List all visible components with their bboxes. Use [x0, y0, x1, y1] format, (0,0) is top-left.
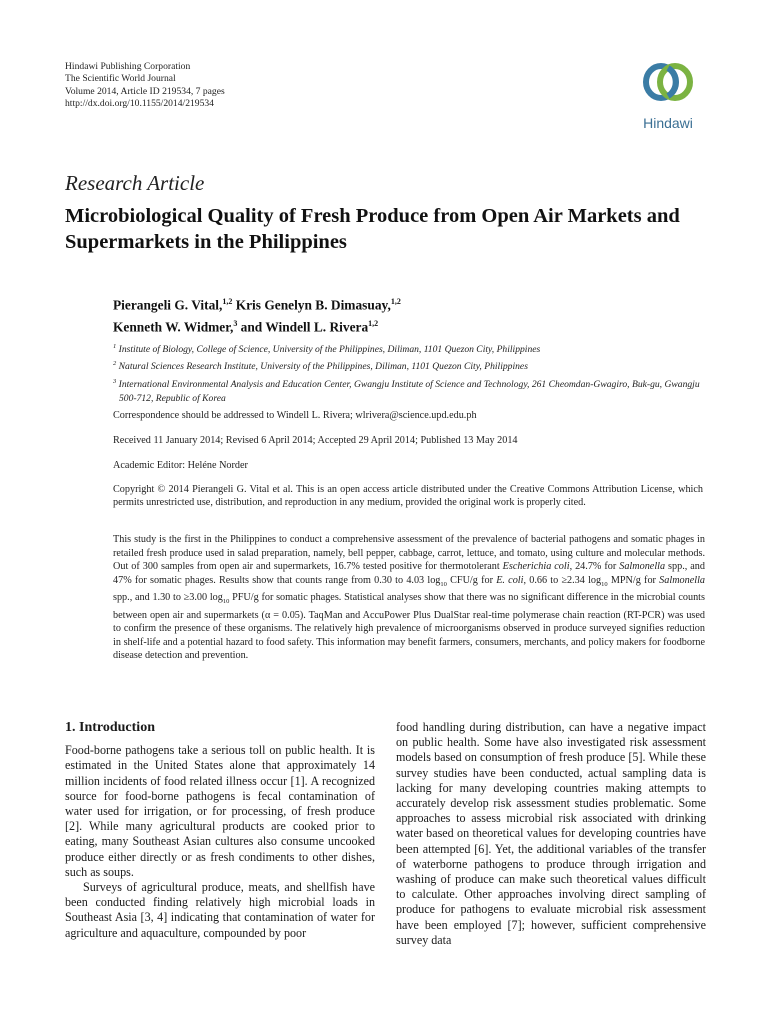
- author-line-1: [113, 292, 673, 314]
- affiliation-item: [113, 357, 713, 374]
- abstract-text: spp., and 1.30 to ≥3.00 log: [113, 592, 223, 604]
- academic-editor: Academic Editor: Heléne Norder: [113, 460, 248, 471]
- body-paragraph: food handling during distribution, can have a negative impact on public health. Some have also investigated risk assessment models based on consumption of fresh produce [5]. While these survey studies have been conducted, actual sampling data is lacking for many developing countries making attempts to accurately develop risk assessment studies problematic. Some approaches to assess microbial risk associated with drinking water based on theoretical values for developing countries have been attempted [6]. Yet, the additional variables of the transfer of waterborne pathogens to produce through irrigation and washing of produce can make such theoretical values difficult to calculate. Other approaches involving direct sampling of produce for pathogens to evaluate microbial risk assessment have been employed [7]; however, sufficient comprehensive survey data: [396, 720, 706, 947]
- body-paragraph: Surveys of agricultural produce, meats, and shellfish have been conducted finding relatively high microbial loads in Southeast Asia [3, 4] indicating that contamination of water for agriculture and aquaculture, compounded by poor: [65, 880, 375, 940]
- affiliation-item: [113, 375, 713, 407]
- abstract-text: This study is the first in the Philippines to conduct a comprehensive assessment of the prevalence of bacterial pathogens and somatic phages in retailed fresh produce used in salad preparation, namely, bell pepper, cabbage, carrot, lettuce, and tomato, using culture and molecular methods. Out of 300 samples from open air and supermarkets, 16.7% tested positive for thermotolerant: [113, 534, 705, 572]
- author-name: and Windell L. Rivera: [237, 319, 369, 335]
- body-column-right: [396, 720, 706, 948]
- author-list: [113, 292, 673, 337]
- author-affiliation-mark: 1,2: [390, 297, 401, 306]
- author-affiliation-mark: 3: [233, 319, 238, 329]
- affiliation-text: Natural Sciences Research Institute, University of the Philippines, Diliman, 1101 Quezon City, Philippines: [116, 361, 528, 373]
- abstract-italic: Salmonella: [659, 574, 706, 586]
- affiliation-number: 1: [113, 343, 117, 350]
- author-line-2: [113, 314, 673, 336]
- abstract-text: , 0.66 to ≥2.34 log: [523, 574, 602, 586]
- abstract-text: , 24.7% for: [569, 561, 620, 572]
- article-title: Microbiological Quality of Fresh Produce from Open Air Markets and Supermarkets in the Philippines: [65, 205, 680, 253]
- abstract-text: MPN/g for: [607, 574, 660, 586]
- affiliation-number: 2: [113, 360, 117, 368]
- abstract-italic: E. coli: [496, 574, 524, 586]
- author-name: Pierangeli G. Vital,: [113, 297, 223, 313]
- body-paragraph: Food-borne pathogens take a serious toll on public health. It is estimated in the United States alone that approximately 14 million incidents of food related illness occur [1]. A recognized source for food-borne pathogens is fecal contamination of water used for irrigation, or for processing, of fresh produce [2]. While many agricultural products are cooked prior to eating, many Southeast Asian cultures also consume uncooked produce either directly or as fresh condiments to other dishes, such as soups.: [65, 743, 375, 879]
- affiliation-number: 3: [113, 377, 117, 385]
- abstract-text: PFU/g for somatic phages. Statistical analyses show that there was no significant difference in the microbial counts between open air and supermarkets (α = 0.05). TaqMan and AccuPower Plus DualStar real-time polymerase chain reaction (RT-PCR) was used to confirm the presence of these organisms. The relatively high prevalence of microorganisms observed in produce surveyed signifies reduction in shelf-life and a potential hazard to food safety. This information may benefit farmers, consumers, merchants, and policy makers for foodborne disease detection and prevention.: [113, 592, 705, 662]
- publisher-name: Hindawi Publishing Corporation: [65, 61, 191, 72]
- author-affiliation-mark: 1,2: [222, 297, 233, 306]
- article-dates: Received 11 January 2014; Revised 6 April 2014; Accepted 29 April 2014; Published 13 May 2014: [113, 435, 518, 446]
- author-name: Kenneth W. Widmer,: [113, 319, 234, 335]
- section-heading: 1. Introduction: [65, 720, 155, 735]
- abstract-subscript: 10: [601, 580, 608, 588]
- correspondence: Correspondence should be addressed to Windell L. Rivera; wlrivera@science.upd.edu.ph: [113, 410, 477, 421]
- abstract-text: spp., and 47% for somatic phages. Results show that counts range from 0.30 to 4.03 log: [113, 561, 705, 586]
- abstract-text: CFU/g for: [446, 574, 497, 586]
- affiliation-text: Institute of Biology, College of Science, University of the Philippines, Diliman, 1101 Quezon City, Philippines: [116, 344, 541, 356]
- doi-link[interactable]: http://dx.doi.org/10.1155/2014/219534: [65, 97, 214, 109]
- journal-name: The Scientific World Journal: [65, 73, 176, 85]
- hindawi-logo: [628, 60, 708, 140]
- article-type: Research Article: [65, 171, 205, 195]
- logo-text: Hindawi: [643, 115, 693, 131]
- journal-info: [65, 61, 225, 110]
- affiliation-text: International Environmental Analysis and Education Center, Gwangju Institute of Science and Technology, 261 Cheomdan-Gwagiro, Buk-gu, Gwangju 500-712, Republic of Korea: [116, 378, 700, 405]
- affiliation-item: [113, 340, 713, 357]
- abstract-subscript: 10: [440, 580, 447, 588]
- abstract-subscript: 10: [222, 598, 230, 606]
- affiliation-list: [113, 340, 713, 406]
- abstract: [113, 533, 705, 663]
- volume-line: Volume 2014, Article ID 219534, 7 pages: [65, 85, 225, 97]
- body-column-left: [65, 720, 375, 941]
- copyright-notice: Copyright © 2014 Pierangeli G. Vital et al. This is an open access article distributed under the Creative Commons Attribution License, which permits unrestricted use, distribution, and reproduction in any medium, provided the original work is properly cited.: [113, 484, 703, 508]
- author-name: Kris Genelyn B. Dimasuay,: [232, 297, 391, 313]
- author-affiliation-mark: 1,2: [368, 319, 379, 329]
- hindawi-rings-logo-icon: [639, 60, 697, 106]
- abstract-italic: Salmonella: [619, 561, 666, 572]
- abstract-italic: Escherichia coli: [502, 561, 570, 572]
